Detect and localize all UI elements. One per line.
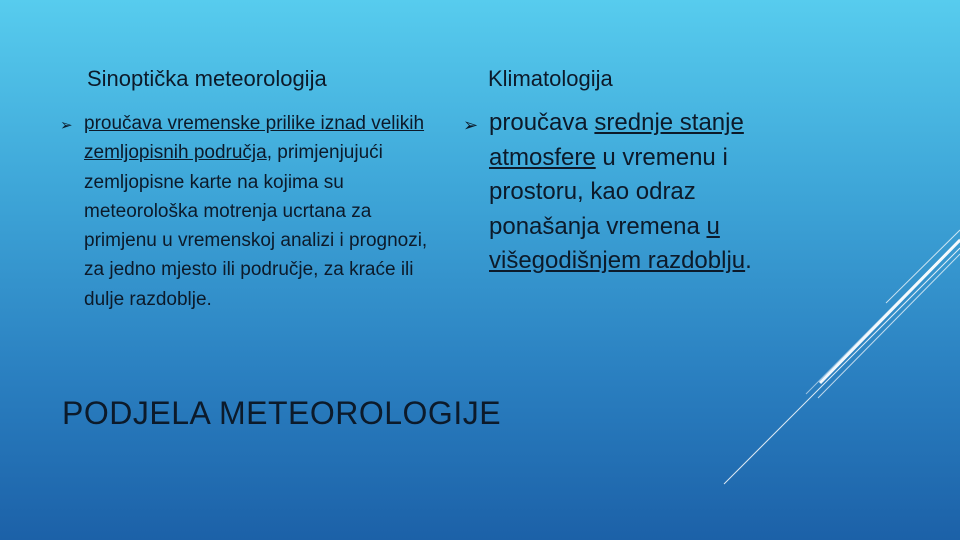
text-segment: u vremenu i prostoru, kao odraz ponašanja vremena (489, 143, 728, 240)
decor-line (806, 239, 960, 394)
decor-line (818, 254, 960, 398)
left-column-heading: Sinoptička meteorologija (87, 66, 327, 91)
text-segment: . (745, 247, 752, 274)
underlined-text-segment: u višegodišnjem razdoblju (489, 212, 746, 274)
text-segment: , primjenjujući zemljopisne karte na kojima su meteorološka motrenja ucrtana za primjenu u vremenskoj analizi i prognozi, za jedno mjesto ili područje, za kraće ili dulje razdoblje. (84, 142, 428, 310)
arrow-bullet-icon: ➢ (463, 115, 479, 136)
slide-title: PODJELA METEOROLOGIJE (62, 395, 502, 431)
underlined-text-segment: proučava vremenske prilike iznad velikih zemljopisnih područja (84, 113, 425, 164)
underlined-text-segment: srednje stanje atmosfere (489, 109, 744, 171)
right-column-heading: Klimatologija (488, 66, 613, 91)
decor-line (820, 240, 960, 383)
text-segment: proučava (489, 109, 595, 136)
arrow-bullet-icon: ➢ (60, 116, 73, 134)
decor-line (724, 248, 960, 484)
